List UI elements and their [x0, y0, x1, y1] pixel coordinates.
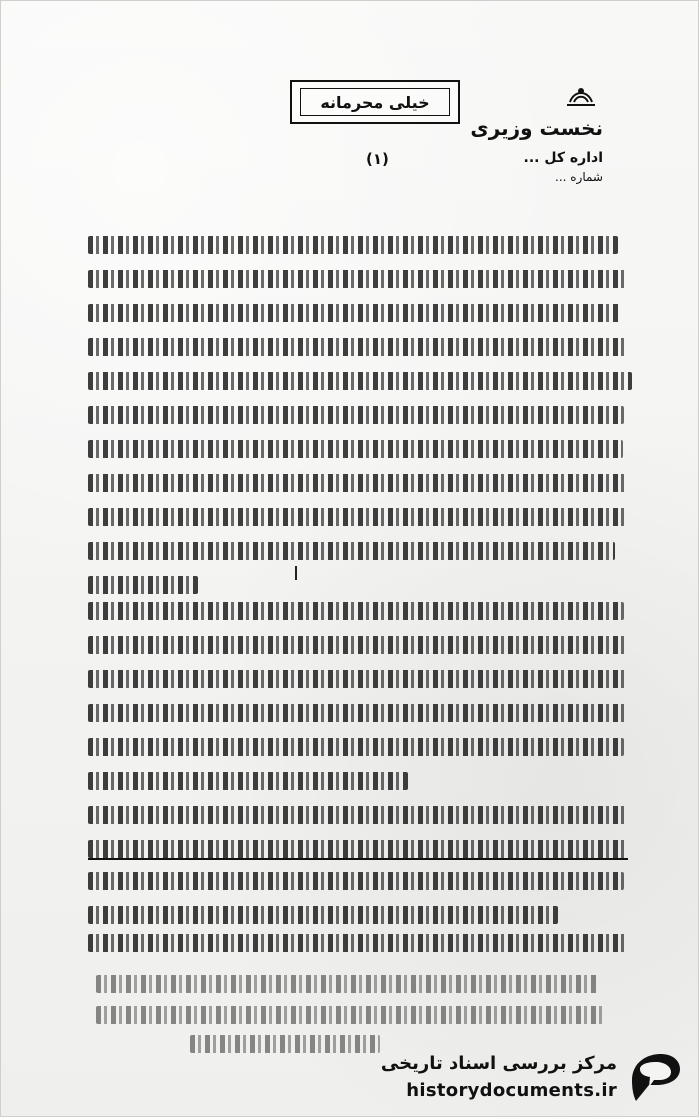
body-line	[88, 508, 628, 526]
body-line	[88, 576, 198, 594]
header-department: اداره کل ...	[523, 150, 603, 166]
body-line	[88, 636, 626, 654]
body-line	[88, 906, 558, 924]
archive-logo-icon	[625, 1049, 683, 1107]
body-line	[88, 474, 626, 492]
body-line	[88, 806, 628, 824]
body-line	[88, 304, 620, 322]
body-line	[88, 738, 624, 756]
body-line	[88, 542, 615, 560]
body-line	[96, 1006, 604, 1024]
body-line	[96, 975, 598, 993]
body-line	[88, 372, 632, 390]
section-marker	[295, 566, 297, 580]
body-line	[88, 440, 623, 458]
body-line	[88, 934, 628, 952]
watermark-url: historydocuments.ir	[406, 1080, 617, 1101]
watermark	[380, 1049, 683, 1107]
body-line	[88, 406, 624, 424]
body-line	[88, 270, 628, 288]
body-line	[88, 338, 626, 356]
body-line	[88, 670, 628, 688]
body-line	[88, 772, 408, 790]
page-number: (۱)	[366, 150, 389, 168]
header-ministry: نخست وزیری	[470, 116, 603, 140]
header-number: شماره ...	[555, 170, 603, 184]
body-line	[190, 1035, 380, 1053]
body-line	[88, 840, 626, 858]
watermark-title: مرکز بررسی اسناد تاریخی	[380, 1053, 617, 1074]
body-line	[88, 602, 624, 620]
stamp-text: خیلی محرمانه	[320, 93, 430, 112]
body-line	[88, 704, 626, 722]
separator-rule	[88, 858, 628, 860]
body-line	[88, 236, 618, 254]
body-line	[88, 872, 624, 890]
